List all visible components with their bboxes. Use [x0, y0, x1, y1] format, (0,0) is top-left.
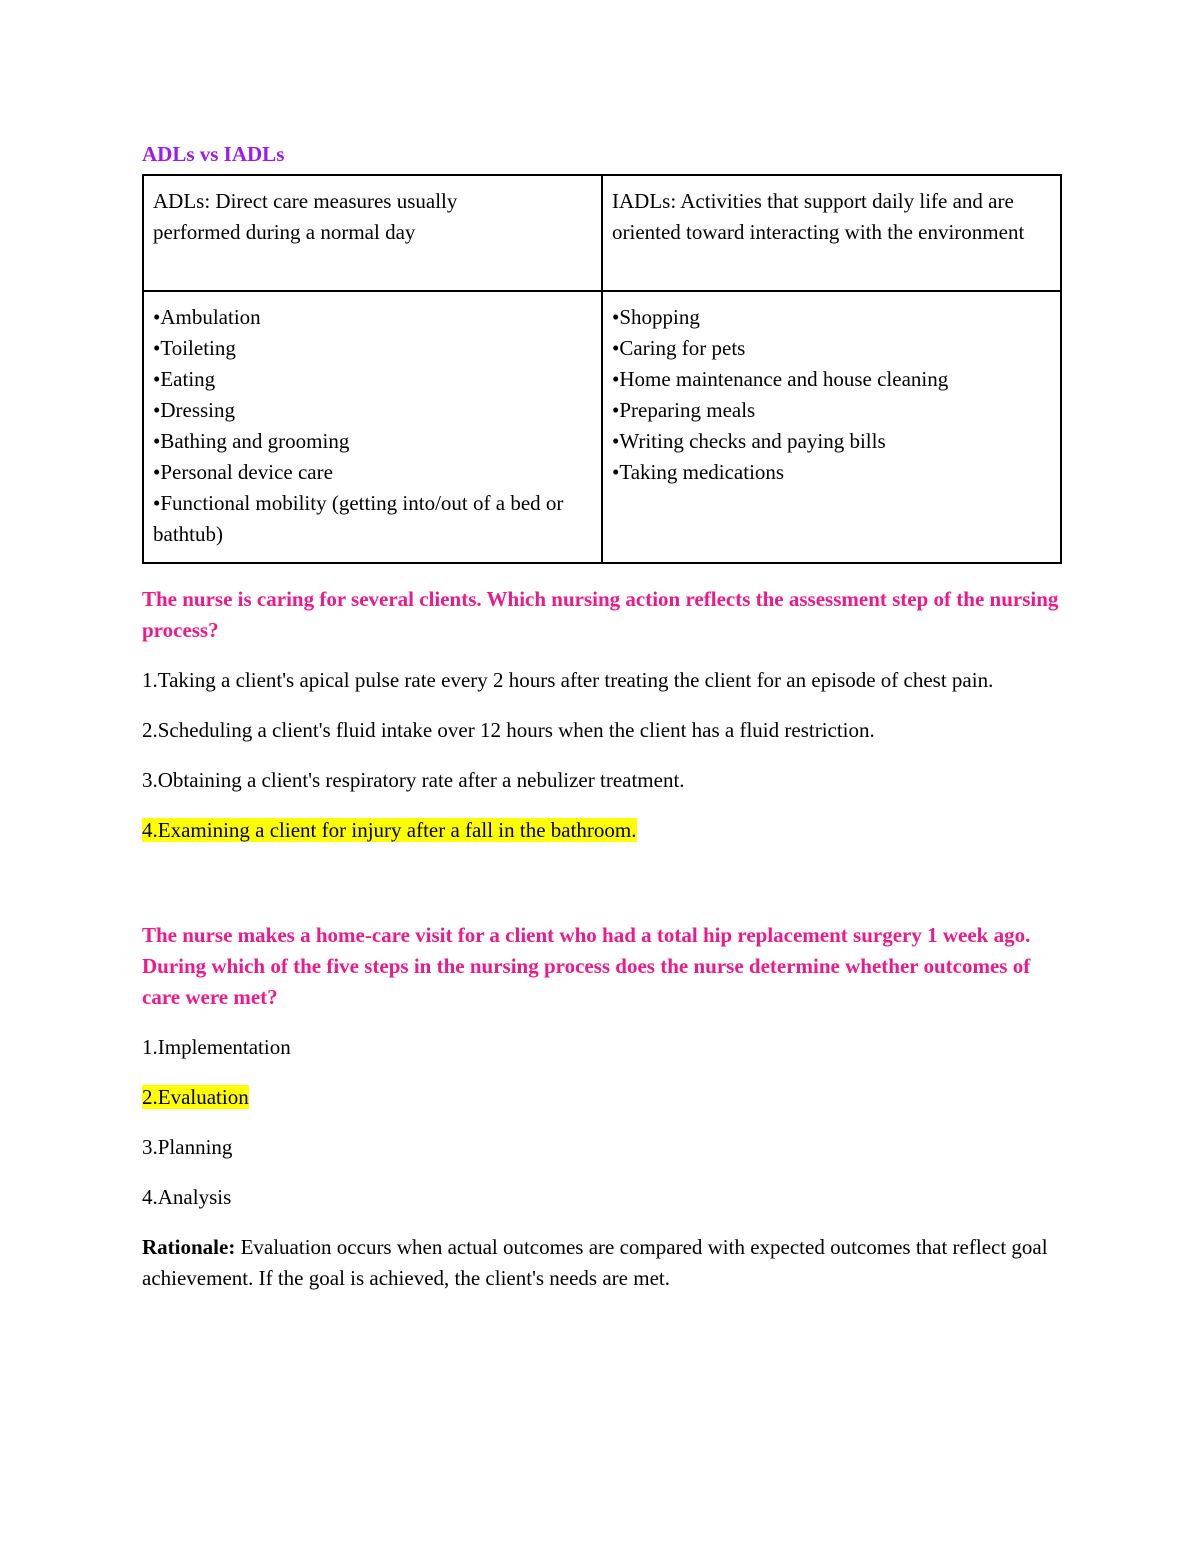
option-text: 4.Analysis — [142, 1185, 232, 1209]
iadl-item: •Caring for pets — [612, 336, 746, 360]
rationale-paragraph — [142, 1232, 1062, 1294]
question-1-option-1 — [142, 665, 1062, 696]
option-text: 1.Implementation — [142, 1035, 291, 1059]
option-text: 3.Planning — [142, 1135, 233, 1159]
section-title: ADLs vs IADLs — [142, 142, 285, 166]
question-2-option-2 — [142, 1082, 1062, 1113]
option-text: 2.Scheduling a client's fluid intake over 12 hours when the client has a fluid restriction. — [142, 718, 875, 742]
adl-item: •Personal device care — [153, 460, 333, 484]
adl-item: •Eating — [153, 367, 216, 391]
question-2-text: The nurse makes a home-care visit for a client who had a total hip replacement surgery 1 week ago. During which of the five steps in the nursing process does the nurse determine whether outcomes of care were met? — [142, 923, 1031, 1009]
rationale-label: Rationale: — [142, 1235, 236, 1259]
iadl-header-cell: IADLs: Activities that support daily life and are oriented toward interacting with the environment — [602, 175, 1061, 291]
question-1-option-2 — [142, 715, 1062, 746]
adl-item: •Toileting — [153, 336, 236, 360]
iadl-list-cell — [602, 291, 1061, 563]
question-2-option-3 — [142, 1132, 1062, 1163]
adl-header-cell: ADLs: Direct care measures usually performed during a normal day — [143, 175, 602, 291]
iadl-item: •Shopping — [612, 305, 700, 329]
iadl-item: •Preparing meals — [612, 398, 756, 422]
option-text: 1.Taking a client's apical pulse rate every 2 hours after treating the client for an episode of chest pain. — [142, 668, 994, 692]
adl-item: •Dressing — [153, 398, 236, 422]
adl-comparison-table — [142, 174, 1062, 564]
question-1-option-4 — [142, 815, 1062, 846]
adl-list-cell — [143, 291, 602, 563]
adl-item: •Bathing and grooming — [153, 429, 350, 453]
table-header-row — [143, 175, 1061, 291]
iadl-item: •Taking medications — [612, 460, 785, 484]
question-2-option-4 — [142, 1182, 1062, 1213]
iadl-item: •Home maintenance and house cleaning — [612, 367, 949, 391]
option-text: 3.Obtaining a client's respiratory rate after a nebulizer treatment. — [142, 768, 685, 792]
adl-item: •Functional mobility (getting into/out of a bed or bathtub) — [153, 491, 564, 546]
rationale-text: Evaluation occurs when actual outcomes are compared with expected outcomes that reflect goal achievement. If the goal is achieved, the client's needs are met. — [142, 1235, 1048, 1290]
document-page — [142, 138, 1062, 1294]
question-2-option-1 — [142, 1032, 1062, 1063]
highlighted-answer: 4.Examining a client for injury after a fall in the bathroom. — [142, 818, 637, 842]
iadl-item: •Writing checks and paying bills — [612, 429, 886, 453]
question-1-option-3 — [142, 765, 1062, 796]
table-body-row — [143, 291, 1061, 563]
question-1-text: The nurse is caring for several clients. Which nursing action reflects the assessment step of the nursing process? — [142, 587, 1059, 642]
highlighted-answer: 2.Evaluation — [142, 1085, 249, 1109]
adl-item: •Ambulation — [153, 305, 261, 329]
